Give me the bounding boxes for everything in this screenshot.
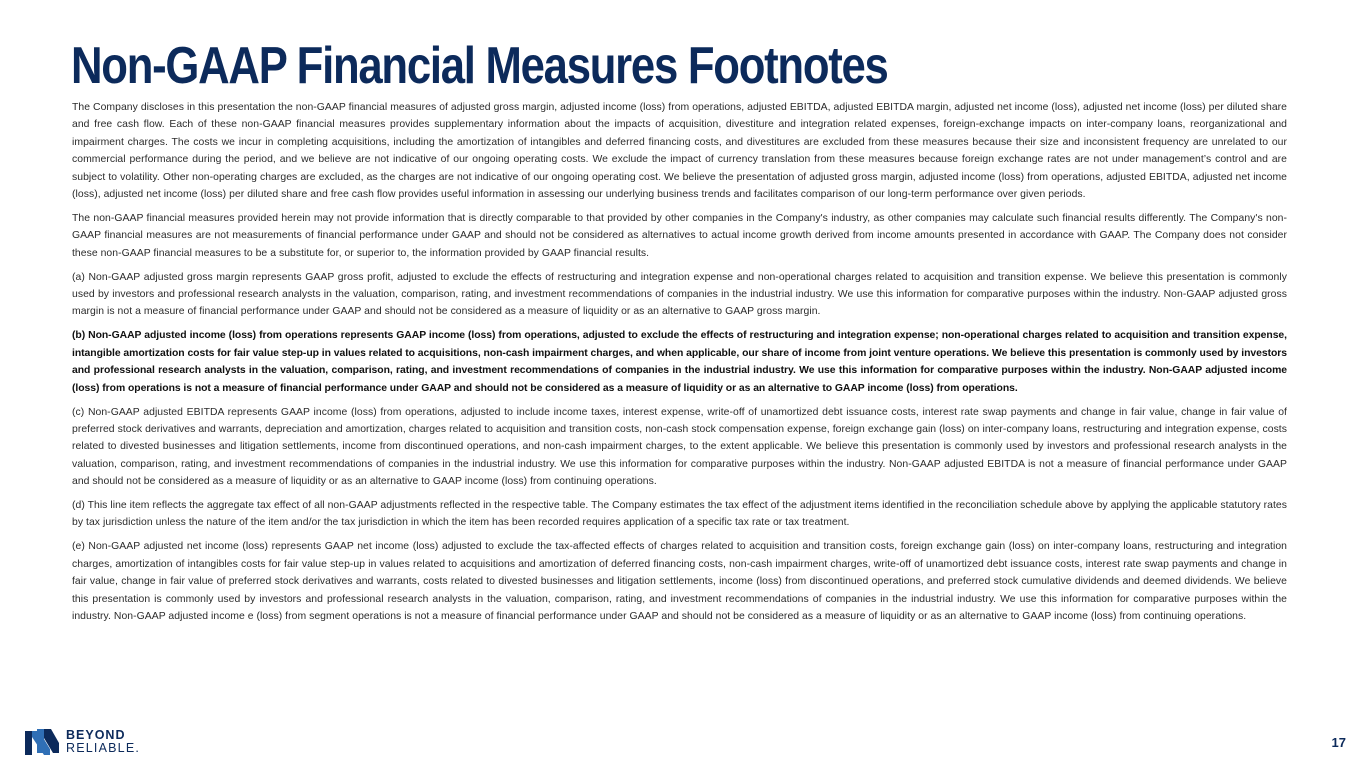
logo-line-1: BEYOND xyxy=(66,728,126,742)
comparability-paragraph: The non-GAAP financial measures provided herein may not provide information that is directly comparable to that provided by other companies in the Company's industry, as other companies may calculate such financial results differently. The Company's non-GAAP financial measures are not measurements of financial performance under GAAP and should not be considered as alternatives to actual income growth derived from income amounts presented in accordance with GAAP. The Company does not consider these non-GAAP financial measures to be a substitute for, or superior to, the information provided by GAAP financial results. xyxy=(72,212,1287,259)
page-title: Non-GAAP Financial Measures Footnotes xyxy=(71,37,888,95)
footnote-d: (d) This line item reflects the aggregate tax effect of all non-GAAP adjustments reflected in the respective table. The Company estimates the tax effect of the adjustment items identified in the reconciliation schedule above by applying the applicable statutory rates by tax jurisdiction unless the nature of the item and/or the tax jurisdiction in which the item has been recorded requires application of a specific tax rate or tax treatment. xyxy=(72,500,1287,529)
page-number: 17 xyxy=(1331,735,1346,750)
footnote-a: (a) Non-GAAP adjusted gross margin represents GAAP gross profit, adjusted to exclude the effects of restructuring and integration expense and non-operational charges related to acquisition and transition expense. We believe this presentation is commonly used by investors and professional research analysts in the valuation, comparison, rating, and investment recommendations of companies in the industrial industry. We use this information for comparative purposes within the industry. Non-GAAP adjusted gross margin is not a measure of financial performance under GAAP and should not be considered as a measure of liquidity or as an alternative to GAAP gross margin. xyxy=(72,271,1287,318)
footnote-e: (e) Non-GAAP adjusted net income (loss) represents GAAP net income (loss) adjusted to exclude the tax-affected effects of charges related to acquisition and transition costs, foreign exchange gain (loss) on inter-company loans, restructuring and integration charges, amortization of intangibles costs for fair value step-up in values related to acquisitions and amortization of deferred financing costs, non-cash impairment charges, write-off of unamortized debt issuance costs, interest rate swap payments and change in fair value, change in fair value of preferred stock derivatives and warrants, costs related to divested businesses and litigation settlements, income (loss) from discontinued operations, and preferred stock cumulative dividends and deemed dividends. We believe this presentation is commonly used by investors and professional research analysts in the valuation, comparison, rating, and investment recommendations of companies in the industrial industry. We use this information for comparative purposes within the industry. Non-GAAP adjusted income e (loss) from segment operations is not a measure of financial performance under GAAP and should not be considered as a measure of liquidity or as an alternative to GAAP income (loss) from continuing operations. xyxy=(72,541,1287,622)
intro-paragraph: The Company discloses in this presentation the non-GAAP financial measures of adjusted gross margin, adjusted income (loss) from operations, adjusted EBITDA, adjusted EBITDA margin, adjusted net income (loss), adjusted net income (loss) per diluted share and free cash flow. Each of these non-GAAP financial measures provides supplementary information about the impacts of acquisition, divestiture and integration related expenses, foreign-exchange impacts on inter-company loans, reorganizational and impairment charges. The costs we incur in completing acquisitions, including the amortization of intangibles and deferred financing costs, and divestitures are excluded from these measures because their size and inconsistent frequency are unrelated to our commercial performance during the period, and we believe are not indicative of our ongoing operating costs. We exclude the impact of currency translation from these measures because foreign exchange rates are not under management’s control and are subject to volatility. Other non-operating charges are excluded, as the charges are not indicative of our ongoing operating cost. We believe the presentation of adjusted gross margin, adjusted income (loss) from operations, adjusted EBITDA, adjusted net income (loss), adjusted net income (loss) per diluted share and free cash flow provides useful information in assessing our underlying business trends and facilitates comparison of our long-term performance over given periods. xyxy=(72,102,1287,201)
footnotes-body xyxy=(72,99,1287,632)
company-logo xyxy=(23,727,140,757)
nn-logo-mark-icon xyxy=(23,727,61,757)
footnote-b: (b) Non-GAAP adjusted income (loss) from operations represents GAAP income (loss) from operations, adjusted to exclude the effects of restructuring and integration expense; non-operational charges related to acquisition and transition expense, intangible amortization costs for fair value step-up in values related to acquisitions, non-cash impairment charges, and when applicable, our share of income from joint venture operations. We believe this presentation is commonly used by investors and professional research analysts in the valuation, comparison, rating, and investment recommendations of companies in the industrial industry. We use this information for comparative purposes within the industry. Non-GAAP adjusted income (loss) from operations is not a measure of financial performance under GAAP and should not be considered as a measure of liquidity or as an alternative to GAAP income (loss) from operations. xyxy=(72,330,1287,394)
logo-line-2: RELIABLE. xyxy=(66,741,141,755)
footnote-c: (c) Non-GAAP adjusted EBITDA represents GAAP income (loss) from operations, adjusted to include income taxes, interest expense, write-off of unamortized debt issuance costs, interest rate swap payments and change in fair value, change in fair value of preferred stock derivatives and warrants, depreciation and amortization, charges related to acquisition and transition costs, non-cash stock compensation expense, foreign exchange gain (loss) on inter-company loans, restructuring and integration expense, costs related to divested businesses and litigation settlements, income from discontinued operations, and non-cash impairment charges, to the extent applicable. We believe this presentation is commonly used by investors and professional research analysts in the valuation, comparison, rating, and investment recommendations of companies in the industrial industry. We use this information for comparative purposes within the industry. Non-GAAP adjusted EBITDA is not a measure of financial performance under GAAP and should not be considered as a measure of liquidity or as an alternative to GAAP income (loss) from continuing operations. xyxy=(72,406,1287,488)
